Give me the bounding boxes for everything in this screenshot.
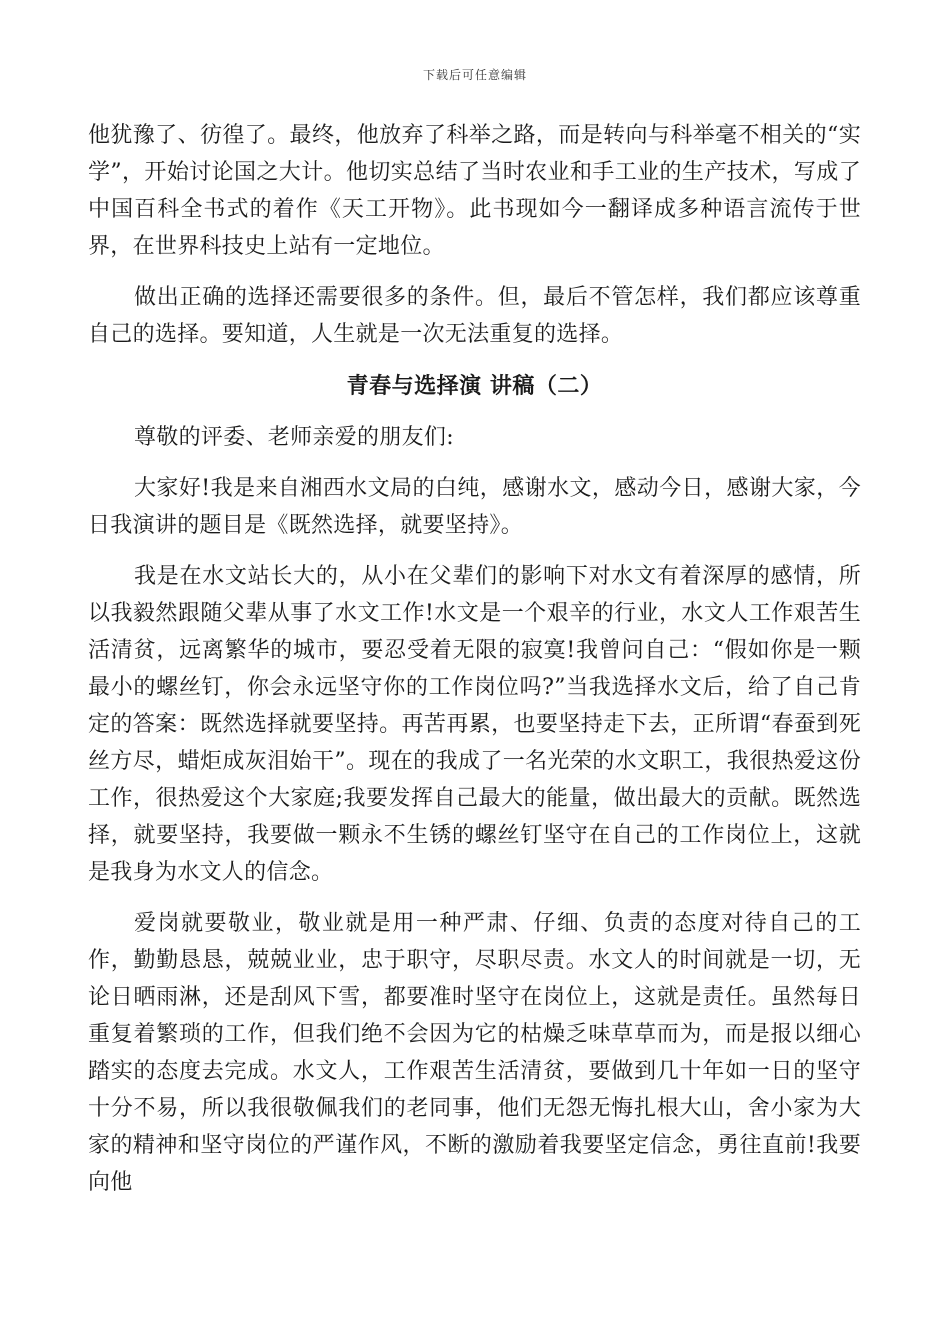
paragraph-body-1: 我是在水文站长大的，从小在父辈们的影响下对水文有着深厚的感情，所以我毅然跟随父辈从事了水文工作!水文是一个艰辛的行业，水文人工作艰苦生活清贫，远离繁华的城市，要忍受着无限的寂寞!我曾问自己：“假如你是一颗最小的螺丝钉，你会永远坚守你的工作岗位吗?”当我选择水文后，给了自己肯定的答案：既然选择就要坚持。再苦再累，也要坚持走下去，正所谓“春蚕到死丝方尽，蜡炬成灰泪始干”。现在的我成了一名光荣的水文职工，我很热爱这份工作，很热爱这个大家庭;我要发挥自己最大的能量，做出最大的贡献。既然选择，就要坚持，我要做一颗永不生锈的螺丝钉坚守在自己的工作岗位上，这就是我身为水文人的信念。 [88, 564, 861, 885]
paragraph-continuation: 他犹豫了、彷徨了。最终，他放弃了科举之路，而是转向与科举毫不相关的“实学”，开始讨论国之大计。他切实总结了当时农业和手工业的生产技术，写成了中国百科全书式的着作《天工开物》。此书现如今一翻译成多种语言流传于世界，在世界科技史上站有一定地位。 [88, 123, 861, 259]
speech-greeting: 尊敬的评委、老师亲爱的朋友们: [134, 425, 454, 450]
paragraph-conclusion: 做出正确的选择还需要很多的条件。但，最后不管怎样，我们都应该尊重自己的选择。要知道，人生就是一次无法重复的选择。 [88, 285, 861, 347]
speech-title: 青春与选择演 讲稿（二） [346, 373, 603, 399]
paragraph-body-2: 爱岗就要敬业，敬业就是用一种严肃、仔细、负责的态度对待自己的工作，勤勤恳恳，兢兢业业，忠于职守，尽职尽责。水文人的时间就是一切，无论日晒雨淋，还是刮风下雪，都要准时坚守在岗位上，这就是责任。虽然每日重复着繁琐的工作，但我们绝不会因为它的枯燥乏味草草而为，而是报以细心踏实的态度去完成。水文人，工作艰苦生活清贫，要做到几十年如一日的坚守十分不易，所以我很敬佩我们的老同事，他们无怨无悔扎根大山，舍小家为大家的精神和坚守岗位的严谨作风，不断的激励着我要坚定信念，勇往直前!我要向他 [88, 911, 861, 1195]
document-body [88, 117, 861, 1201]
paragraph-introduction: 大家好!我是来自湘西水文局的白纯，感谢水文，感动今日，感谢大家，今日我演讲的题目是《既然选择，就要坚持》。 [88, 476, 861, 538]
page-header-note: 下载后可任意编辑 [422, 68, 527, 82]
